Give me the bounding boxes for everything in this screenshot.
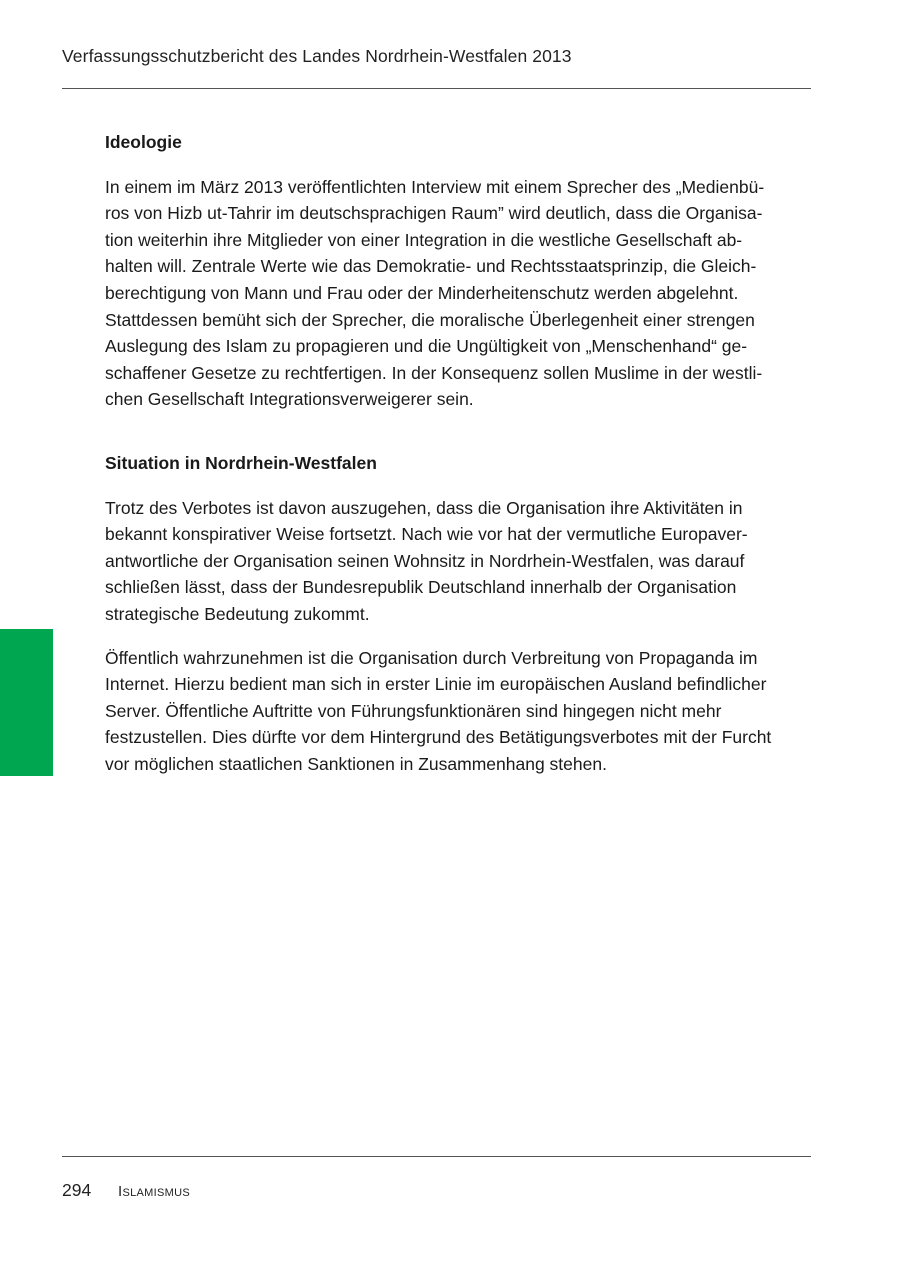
- text-line: Auslegung des Islam zu propagieren und die Ungültigkeit von „Menschenhand“ ge-: [105, 336, 748, 357]
- text-line: vor möglichen staatlichen Sanktionen in Zusammenhang stehen.: [105, 753, 607, 774]
- text-line: Server. Öffentliche Auftritte von Führungsfunktionären sind hingegen nicht mehr: [105, 700, 722, 721]
- paragraph-situation-2: [105, 645, 815, 778]
- text-line: schließen lässt, dass der Bundesrepublik Deutschland innerhalb der Organisation: [105, 577, 737, 598]
- text-line: tion weiterhin ihre Mitglieder von einer Integration in die westliche Gesellschaft ab-: [105, 229, 743, 250]
- text-line: Stattdessen bemüht sich der Sprecher, die moralische Überlegenheit einer strengen: [105, 309, 755, 330]
- text-line: chen Gesellschaft Integrationsverweigerer sein.: [105, 389, 474, 410]
- text-line: berechtigung von Mann und Frau oder der Minderheitenschutz werden abgelehnt.: [105, 282, 739, 303]
- text-line: schaffener Gesetze zu rechtfertigen. In der Konsequenz sollen Muslime in der westli-: [105, 362, 763, 383]
- text-line: festzustellen. Dies dürfte vor dem Hintergrund des Betätigungsverbotes mit der Furcht: [105, 727, 772, 748]
- text-line: bekannt konspirativer Weise fortsetzt. Nach wie vor hat der vermutliche Europaver-: [105, 524, 748, 545]
- running-header: Verfassungsschutzbericht des Landes Nordrhein-Westfalen 2013: [62, 46, 572, 66]
- paragraph-situation-1: [105, 495, 815, 628]
- text-line: Internet. Hierzu bedient man sich in erster Linie im europäischen Ausland befindlicher: [105, 674, 767, 695]
- page-body: [105, 129, 815, 777]
- text-line: ros von Hizb ut-Tahrir im deutschsprachigen Raum” wird deutlich, dass die Organisa-: [105, 203, 763, 224]
- chapter-side-tab: [0, 629, 53, 776]
- text-line: In einem im März 2013 veröffentlichten Interview mit einem Sprecher des „Medienbü-: [105, 176, 765, 197]
- text-line: Trotz des Verbotes ist davon auszugehen, dass die Organisation ihre Aktivitäten in: [105, 497, 743, 518]
- header-rule: [62, 88, 811, 89]
- paragraph-ideologie: [105, 174, 815, 413]
- text-line: Öffentlich wahrzunehmen ist die Organisation durch Verbreitung von Propaganda im: [105, 647, 758, 668]
- text-line: antwortliche der Organisation seinen Wohnsitz in Nordrhein-Westfalen, was darauf: [105, 550, 745, 571]
- section-heading-ideologie: Ideologie: [105, 132, 182, 152]
- section-heading-situation-nrw: Situation in Nordrhein-Westfalen: [105, 452, 377, 473]
- footer-rule: [62, 1156, 811, 1157]
- text-line: strategische Bedeutung zukommt.: [105, 603, 370, 624]
- footer-section-name: Islamismus: [118, 1183, 190, 1200]
- text-line: halten will. Zentrale Werte wie das Demokratie- und Rechtsstaatsprinzip, die Gleich-: [105, 256, 757, 277]
- page-number: 294: [62, 1180, 92, 1200]
